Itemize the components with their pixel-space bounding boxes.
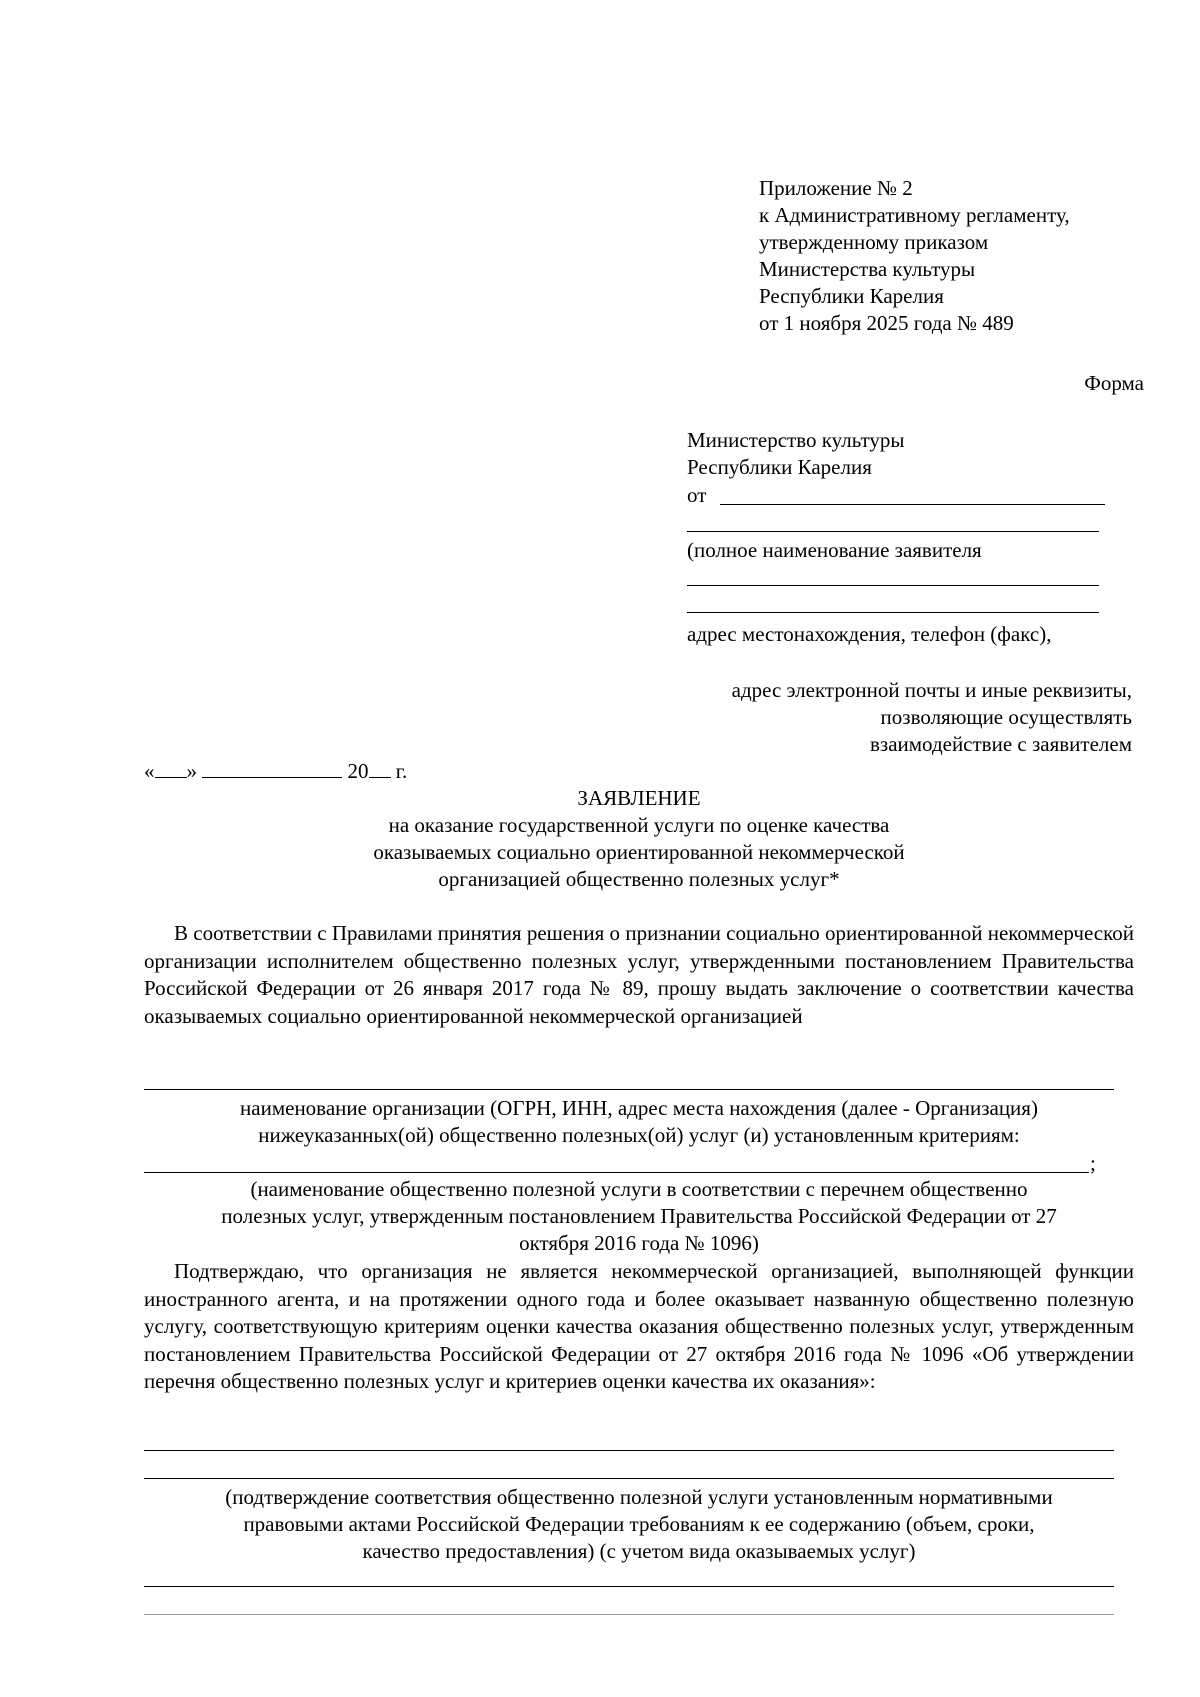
caption-service-line: полезных услуг, утвержденным постановлением Правительства Российской Федерации от 27: [221, 1204, 1057, 1228]
confirmation-field-2[interactable]: [144, 1478, 1114, 1479]
caption-service-line: октября 2016 года № 1096): [519, 1231, 759, 1255]
subtitle-line: на оказание государственной услуги по оценке качества: [388, 813, 890, 837]
appendix-line: утвержденному приказом: [759, 230, 989, 254]
date-close-quote: »: [186, 759, 197, 783]
confirmation-field-1[interactable]: [144, 1450, 1114, 1451]
date-month-field[interactable]: [202, 759, 342, 778]
subtitle-line: оказываемых социально ориентированной некоммерческой: [373, 840, 905, 864]
confirmation-field-4[interactable]: [144, 1614, 1114, 1615]
applicant-address-field-2[interactable]: [687, 612, 1099, 613]
service-name-field[interactable]: [144, 1172, 1089, 1173]
date-day-field[interactable]: [155, 759, 187, 778]
caption-email-line: позволяющие осуществлять: [880, 705, 1132, 729]
appendix-line: к Административному регламенту,: [759, 203, 1070, 227]
appendix-line: Приложение № 2: [759, 176, 913, 200]
caption-confirm-line: качество предоставления) (с учетом вида оказываемых услуг): [362, 1539, 916, 1563]
applicant-address-field[interactable]: [687, 585, 1099, 586]
confirmation-field-3[interactable]: [144, 1586, 1114, 1587]
caption-applicant-name: (полное наименование заявителя: [687, 538, 982, 562]
addressee-line: Министерство культуры: [687, 428, 905, 452]
appendix-line: Республики Карелия: [759, 284, 944, 308]
date-open-quote: «: [144, 759, 155, 783]
appendix-line: Министерства культуры: [759, 257, 976, 281]
applicant-name-field[interactable]: [720, 504, 1105, 505]
appendix-line: от 1 ноября 2025 года № 489: [759, 311, 1014, 335]
caption-email-line: адрес электронной почты и иные реквизиты,: [731, 678, 1132, 702]
caption-confirm-line: правовыми актами Российской Федерации требованиям к ее содержанию (объем, сроки,: [243, 1512, 1035, 1536]
paragraph-confirmation: Подтверждаю, что организация не является некоммерческой организацией, выполняющей функции иностранного агента, и на протяжении одного года и более оказывает названную общественно полезную услугу, соответствующую критериям оценки качества оказания общественно полезных услуг, утвержденным постановлением Правительства Российской Федерации от 27 октября 2016 года № 1096 «Об утверждении перечня общественно полезных услуг и критериев оценки качества их оказания»:: [144, 1259, 1134, 1394]
document-title: ЗАЯВЛЕНИЕ: [577, 786, 701, 810]
subtitle-line: организацией общественно полезных услуг*: [438, 867, 840, 891]
from-prefix: от: [687, 483, 707, 507]
caption-org-line: наименование организации (ОГРН, ИНН, адрес места нахождения (далее - Организация): [240, 1096, 1038, 1120]
addressee-line: Республики Карелия: [687, 455, 872, 479]
date-year-suffix: г.: [395, 759, 408, 783]
caption-email-line: взаимодействие с заявителем: [869, 732, 1132, 756]
date-year-field[interactable]: [369, 759, 391, 778]
caption-org-line: нижеуказанных(ой) общественно полезных(ой) услуг (и) установленным критериям:: [258, 1123, 1020, 1147]
applicant-name-field-2[interactable]: [687, 531, 1099, 532]
caption-applicant-address: адрес местонахождения, телефон (факс),: [687, 622, 1052, 646]
organization-name-field[interactable]: [144, 1089, 1114, 1090]
semicolon: ;: [1090, 1151, 1096, 1175]
date-year-prefix: 20: [347, 759, 369, 783]
caption-confirm-line: (подтверждение соответствия общественно полезной услуги установленным нормативными: [225, 1485, 1053, 1509]
paragraph-request: В соответствии с Правилами принятия решения о признании социально ориентированной некоммерческой организации исполнителем общественно полезных услуг, утвержденными постановлением Правительства Российской Федерации от 26 января 2017 года № 89, прошу выдать заключение о соответствии качества оказываемых социально ориентированной некоммерческой организацией: [144, 921, 1134, 1028]
date-line: [144, 758, 407, 784]
caption-service-line: (наименование общественно полезной услуги в соответствии с перечнем общественно: [250, 1177, 1028, 1201]
form-label: Форма: [1084, 371, 1144, 395]
